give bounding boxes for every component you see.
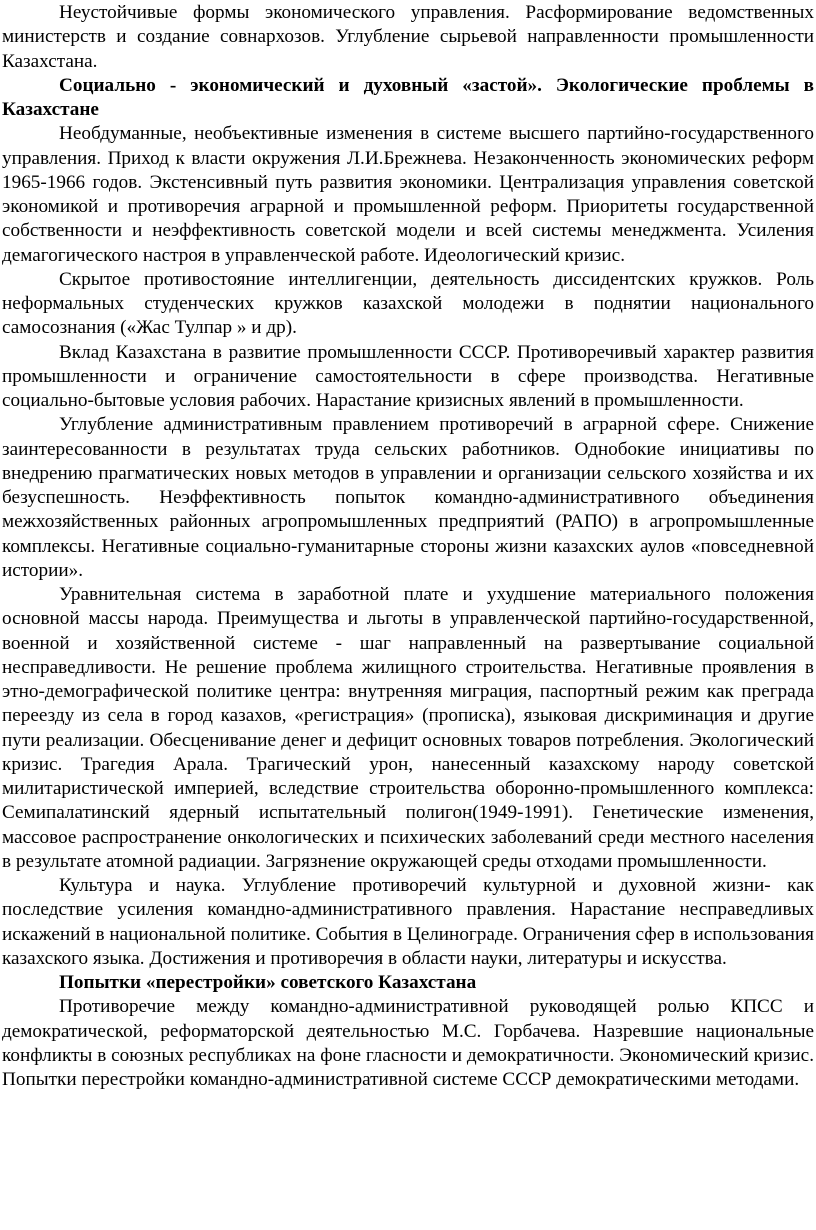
paragraph-intelligentsia: Скрытое противостояние интеллигенции, деятельность диссидентских кружков. Роль неформальных студенческих кружков казахской молодежи в поднятии национального самосознания («Жас Тулпар » и др).: [2, 268, 814, 339]
paragraph-industry: Вклад Казахстана в развитие промышленности СССР. Противоречивый характер развития промышленности и ограничение самостоятельности в сфере производства. Негативные социально-бытовые условия рабочих. Нарастание кризисных явлений в промышленности.: [2, 341, 814, 411]
paragraph-culture-science: Культура и наука. Углубление противоречий культурной и духовной жизни- как последствие усиления командно-административного правления. Нарастание несправедливых искажений в национальной политике. События в Целинограде. Ограничения сфер в использования казахского языка. Достижения и противоречия в области науки, литературы и искусства.: [2, 875, 814, 969]
paragraph-agrarian: Углубление административным правлением противоречий в аграрной сфере. Снижение заинтересованности в результатах труда сельских работников. Однобокие инициативы по внедрению прагматических новых методов в управлении и организации сельского хозяйства и их безуспешность. Неэффективность попыток командно-административного объединения межхозяйственных районных агропромышленных предприятий (РАПО) в агропромышленные комплексы. Негативные социально-гуманитарные стороны жизни казахских аулов «повседневной истории».: [2, 414, 814, 581]
section-heading-perestroika: Попытки «перестройки» советского Казахстана: [59, 972, 477, 993]
section-heading-stagnation: Социально - экономический и духовный «застой». Экологические проблемы в Казахстане: [2, 74, 814, 120]
paragraph-economic-management: Неустойчивые формы экономического управления. Расформирование ведомственных министерств и создание совнархозов. Углубление сырьевой направленности промышленности Казахстана.: [2, 2, 814, 72]
paragraph-party-management: Необдуманные, необъективные изменения в системе высшего партийно-государственного управления. Приход к власти окружения Л.И.Брежнева. Незаконченность экономических реформ 1965-1966 годов. Экстенсивный путь развития экономики. Централизация управления советской экономикой и противоречия аграрной и промышленной реформ. Приоритеты государственной собственности и неэффективность советской модели и всей системы менеджмента. Усиления демагогического настроя в управленческой работе. Идеологический кризис.: [2, 123, 814, 266]
paragraph-perestroika: Противоречие между командно-административной руководящей ролью КПСС и демократической, реформаторской деятельностью М.С. Горбачева. Назревшие национальные конфликты в союзных республиках на фоне гласности и демократичности. Экономический кризис. Попытки перестройки командно-административной системе СССР демократическими методами.: [2, 996, 814, 1090]
paragraph-social-ecology: Уравнительная система в заработной плате и ухудшение материального положения основной массы народа. Преимущества и льготы в управленческой партийно-государственной, военной и хозяйственной системе - шаг направленный на развертывание социальной несправедливости. Не решение проблема жилищного строительства. Негативные проявления в этно-демографической политике центра: внутренняя миграция, паспортный режим как преграда переезду из села в город казахов, «регистрация» (прописка), языковая дискриминация и другие пути реализации. Обесценивание денег и дефицит основных товаров потребления. Экологический кризис. Трагедия Арала. Трагический урон, нанесенный казахскому народу советской милитаристической империей, вследствие строительства оборонно-промышленного комплекса: Семипалатинский ядерный испытательный полигон(1949-1991). Генетические изменения, массовое распространение онкологических и психических заболеваний среди местного населения в результате атомной радиации. Загрязнение окружающей среды отходами промышленности.: [2, 584, 814, 872]
